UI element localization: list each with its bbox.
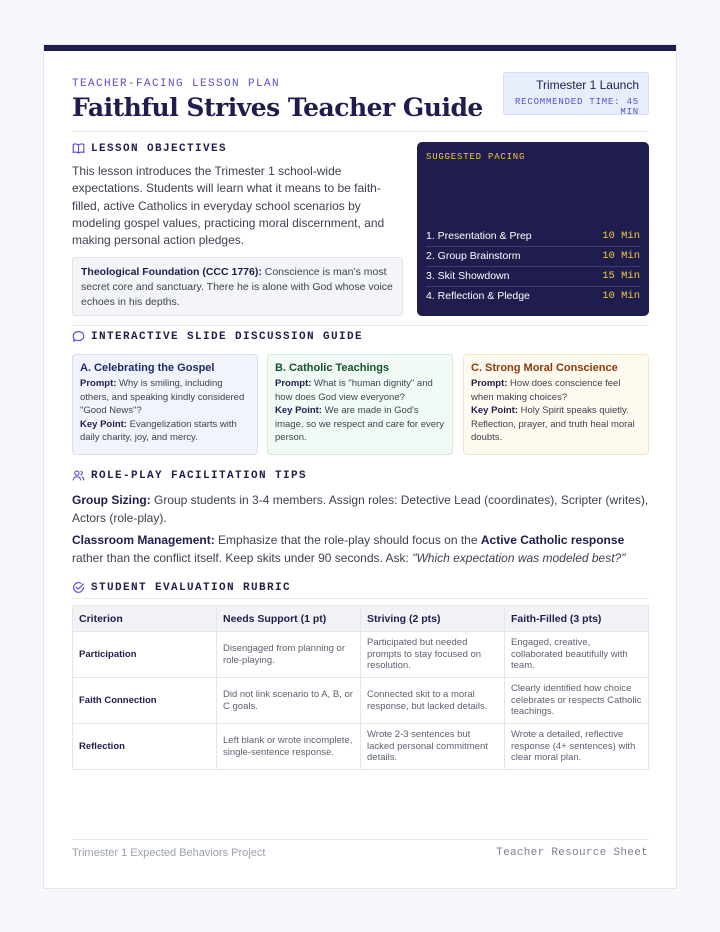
pacing-label: 1. Presentation & Prep — [426, 230, 532, 242]
table-header-row — [73, 606, 649, 632]
card-prompt: Why is smiling, including others, and speaking kindly considered "Good News"? — [80, 378, 245, 417]
key-point-label: Key Point: — [80, 418, 127, 430]
table-row — [73, 678, 649, 724]
badge-title: Trimester 1 Launch — [536, 78, 639, 92]
card-key-point: We are made in God's image, so we respect and care for every person. — [275, 405, 444, 444]
pacing-row — [426, 246, 640, 267]
footer-sheet-type: Teacher Resource Sheet — [496, 847, 648, 859]
pacing-panel — [417, 142, 649, 316]
roleplay-heading-text: ROLE-PLAY FACILITATION TIPS — [91, 469, 308, 482]
table-row — [73, 632, 649, 678]
pacing-row — [426, 226, 640, 247]
users-icon — [72, 469, 85, 482]
discussion-heading — [72, 330, 363, 343]
pacing-time: 10 Min — [602, 290, 640, 302]
column-header: Needs Support (1 pt) — [217, 606, 361, 632]
discussion-card-c — [463, 354, 649, 455]
footer-project-name: Trimester 1 Expected Behaviors Project — [72, 847, 266, 859]
chat-bubble-icon — [72, 330, 85, 343]
key-point-label: Key Point: — [471, 405, 518, 417]
prompt-label: Prompt: — [80, 378, 117, 389]
classroom-management-tip — [72, 532, 649, 567]
pacing-time: 10 Min — [602, 230, 640, 242]
group-sizing-text: Group students in 3-4 members. Assign roles: Detective Lead (coordinates), Scripter (writes), Actors (role-play). — [72, 493, 649, 525]
discussion-heading-text: INTERACTIVE SLIDE DISCUSSION GUIDE — [91, 330, 364, 343]
lesson-plan-page — [43, 44, 677, 889]
pacing-label: 3. Skit Showdown — [426, 270, 510, 282]
pacing-heading: SUGGESTED PACING — [426, 152, 526, 162]
table-cell: Did not link scenario to A, B, or C goals. — [217, 678, 361, 724]
card-title: C. Strong Moral Conscience — [471, 362, 618, 374]
group-sizing-tip — [72, 492, 649, 527]
book-icon — [72, 142, 85, 155]
objectives-heading — [72, 142, 227, 155]
table-cell: Wrote a detailed, reflective response (4+ sentences) with clear moral plan. — [505, 724, 649, 770]
pacing-row — [426, 266, 640, 287]
card-key-point: Evangelization starts with daily charity, joy, and mercy. — [80, 418, 237, 444]
management-quote: "Which expectation was modeled best?" — [412, 550, 626, 565]
management-text: Emphasize that the role-play should focus on the — [214, 533, 481, 547]
rubric-table — [72, 605, 649, 770]
card-body — [275, 377, 445, 445]
group-sizing-label: Group Sizing: — [72, 493, 151, 507]
divider — [72, 598, 649, 599]
card-title: A. Celebrating the Gospel — [80, 362, 215, 374]
card-key-point: Holy Spirit speaks quietly. Reflection, prayer, and truth heal moral doubts. — [471, 405, 635, 444]
top-accent-bar — [44, 45, 676, 51]
prompt-label: Prompt: — [471, 378, 508, 389]
discussion-card-b — [267, 354, 453, 455]
management-emphasis: Active Catholic response — [480, 533, 625, 547]
table-cell: Connected skit to a moral response, but lacked details. — [361, 678, 505, 724]
pacing-time: 10 Min — [602, 250, 640, 262]
check-circle-icon — [72, 581, 85, 594]
management-label: Classroom Management: — [72, 533, 215, 547]
footer-divider — [72, 839, 649, 840]
theo-text: Conscience is man’s most secret core and sanctuary. There he is alone with God whose voice echoes in his depths. — [81, 266, 393, 308]
page-title: Faithful Strives Teacher Guide — [72, 93, 483, 122]
objectives-text: This lesson introduces the Trimester 1 school-wide expectations. Students will learn what it means to be faith-filled, active Catholics in everyday school scenarios by modeling gospel values, practicing moral discernment, and making personal action pledges. — [72, 164, 385, 248]
card-body — [471, 377, 641, 445]
time-badge — [503, 72, 649, 115]
column-header: Faith-Filled (3 pts) — [505, 606, 649, 632]
divider — [72, 131, 649, 132]
pacing-label: 4. Reflection & Pledge — [426, 290, 530, 302]
objectives-heading-text: LESSON OBJECTIVES — [91, 142, 228, 155]
card-prompt: What is "human dignity" and how does God view everyone? — [275, 378, 433, 403]
discussion-card-a — [72, 354, 258, 455]
table-cell: Participated but needed prompts to stay focused on resolution. — [361, 632, 505, 678]
divider — [72, 325, 649, 326]
theo-label: Theological Foundation (CCC 1776): — [81, 266, 262, 278]
criterion-cell: Faith Connection — [73, 678, 217, 724]
criterion-cell: Participation — [73, 632, 217, 678]
table-cell: Engaged, creative, collaborated beautifully with team. — [505, 632, 649, 678]
rubric-heading — [72, 581, 291, 594]
table-cell: Left blank or wrote incomplete, single-sentence response. — [217, 724, 361, 770]
badge-subtitle: RECOMMENDED TIME: 45 MIN — [514, 97, 639, 117]
card-title: B. Catholic Teachings — [275, 362, 390, 374]
card-prompt: How does conscience feel when making choices? — [471, 378, 621, 403]
document-eyebrow: TEACHER-FACING LESSON PLAN — [72, 78, 281, 90]
table-cell: Wrote 2-3 sentences but lacked personal commitment details. — [361, 724, 505, 770]
rubric-heading-text: STUDENT EVALUATION RUBRIC — [91, 581, 292, 594]
pacing-label: 2. Group Brainstorm — [426, 250, 521, 262]
table-cell: Clearly identified how choice celebrates or respects Catholic teachings. — [505, 678, 649, 724]
pacing-row — [426, 286, 640, 306]
prompt-label: Prompt: — [275, 378, 312, 389]
table-row — [73, 724, 649, 770]
card-body — [80, 377, 250, 445]
theological-foundation-box — [72, 257, 403, 316]
pacing-time: 15 Min — [602, 270, 640, 282]
table-cell: Disengaged from planning or role-playing. — [217, 632, 361, 678]
roleplay-heading — [72, 469, 307, 482]
key-point-label: Key Point: — [275, 405, 322, 417]
management-text-cont: rather than the conflict itself. Keep skits under 90 seconds. Ask: — [72, 550, 413, 565]
criterion-cell: Reflection — [73, 724, 217, 770]
column-header: Striving (2 pts) — [361, 606, 505, 632]
column-header: Criterion — [73, 606, 217, 632]
